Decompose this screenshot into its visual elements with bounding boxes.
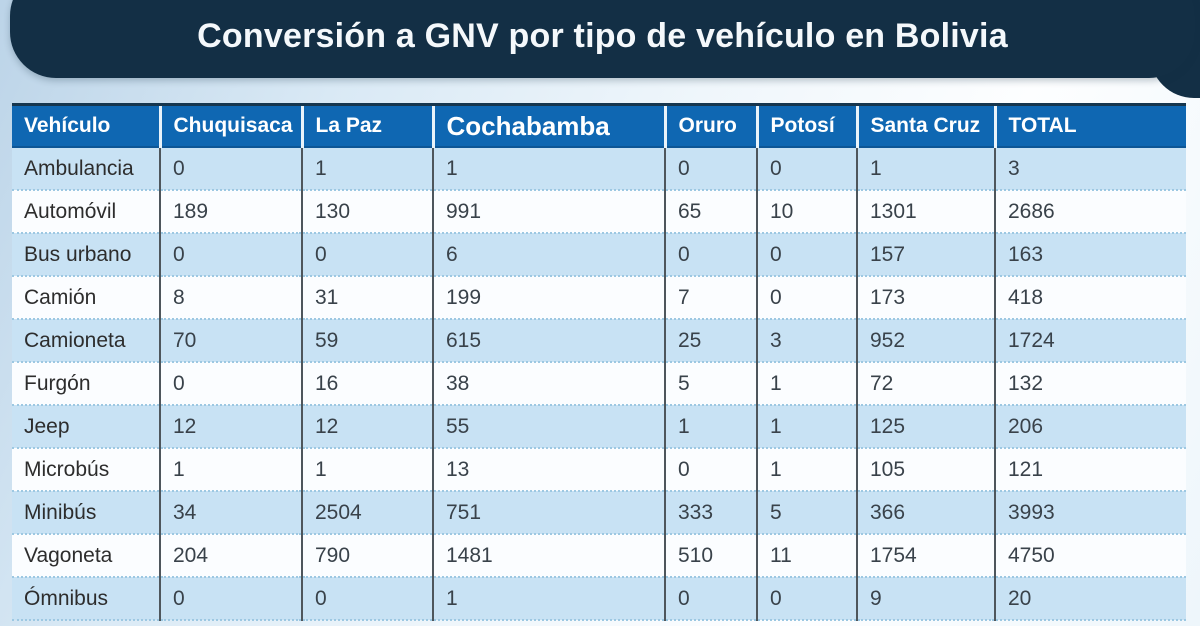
gnv-conversion-table: [12, 106, 1186, 621]
value-cell: 0: [665, 448, 757, 491]
table-header: [12, 106, 1186, 147]
value-cell: 11: [757, 534, 857, 577]
value-cell: 366: [857, 491, 995, 534]
value-cell: 0: [757, 577, 857, 620]
value-cell: 1754: [857, 534, 995, 577]
value-cell: 16: [302, 362, 433, 405]
table-row: [12, 190, 1186, 233]
vehicle-cell: Microbús: [12, 448, 160, 491]
table-row: [12, 577, 1186, 620]
vehicle-cell: Bus urbano: [12, 233, 160, 276]
column-header-vehiculo: Vehículo: [12, 106, 160, 147]
value-cell: 1: [433, 577, 665, 620]
value-cell: 4750: [995, 534, 1186, 577]
value-cell: 418: [995, 276, 1186, 319]
value-cell: 1: [857, 147, 995, 190]
vehicle-cell: Camión: [12, 276, 160, 319]
table-body: [12, 147, 1186, 620]
table-header-row: [12, 106, 1186, 147]
column-header-total: TOTAL: [995, 106, 1186, 147]
value-cell: 3: [995, 147, 1186, 190]
value-cell: 0: [160, 362, 302, 405]
table-row: [12, 276, 1186, 319]
value-cell: 173: [857, 276, 995, 319]
value-cell: 59: [302, 319, 433, 362]
column-header-santa-cruz: Santa Cruz: [857, 106, 995, 147]
table-row: [12, 448, 1186, 491]
value-cell: 34: [160, 491, 302, 534]
value-cell: 31: [302, 276, 433, 319]
value-cell: 0: [160, 147, 302, 190]
column-header-chuquisaca: Chuquisaca: [160, 106, 302, 147]
value-cell: 2504: [302, 491, 433, 534]
value-cell: 105: [857, 448, 995, 491]
value-cell: 10: [757, 190, 857, 233]
value-cell: 1: [433, 147, 665, 190]
value-cell: 0: [665, 233, 757, 276]
value-cell: 1: [757, 448, 857, 491]
value-cell: 189: [160, 190, 302, 233]
value-cell: 25: [665, 319, 757, 362]
value-cell: 1: [302, 448, 433, 491]
vehicle-cell: Automóvil: [12, 190, 160, 233]
vehicle-cell: Furgón: [12, 362, 160, 405]
value-cell: 0: [757, 147, 857, 190]
value-cell: 5: [665, 362, 757, 405]
value-cell: 20: [995, 577, 1186, 620]
vehicle-cell: Ómnibus: [12, 577, 160, 620]
value-cell: 206: [995, 405, 1186, 448]
value-cell: 510: [665, 534, 757, 577]
value-cell: 952: [857, 319, 995, 362]
value-cell: 0: [160, 577, 302, 620]
value-cell: 1724: [995, 319, 1186, 362]
vehicle-cell: Vagoneta: [12, 534, 160, 577]
vehicle-cell: Camioneta: [12, 319, 160, 362]
value-cell: 0: [665, 577, 757, 620]
value-cell: 125: [857, 405, 995, 448]
table-row: [12, 362, 1186, 405]
value-cell: 70: [160, 319, 302, 362]
vehicle-cell: Minibús: [12, 491, 160, 534]
value-cell: 1: [302, 147, 433, 190]
table-row: [12, 233, 1186, 276]
vehicle-cell: Jeep: [12, 405, 160, 448]
value-cell: 204: [160, 534, 302, 577]
value-cell: 13: [433, 448, 665, 491]
title-bar: [10, 0, 1195, 78]
vehicle-cell: Ambulancia: [12, 147, 160, 190]
value-cell: 12: [302, 405, 433, 448]
value-cell: 65: [665, 190, 757, 233]
column-header-cochabamba: Cochabamba: [433, 106, 665, 147]
column-header-la-paz: La Paz: [302, 106, 433, 147]
table-row: [12, 405, 1186, 448]
value-cell: 0: [665, 147, 757, 190]
column-header-potosi: Potosí: [757, 106, 857, 147]
table-row: [12, 534, 1186, 577]
value-cell: 121: [995, 448, 1186, 491]
value-cell: 7: [665, 276, 757, 319]
value-cell: 333: [665, 491, 757, 534]
value-cell: 55: [433, 405, 665, 448]
value-cell: 790: [302, 534, 433, 577]
value-cell: 9: [857, 577, 995, 620]
value-cell: 163: [995, 233, 1186, 276]
value-cell: 5: [757, 491, 857, 534]
value-cell: 0: [160, 233, 302, 276]
value-cell: 1: [757, 362, 857, 405]
table-row: [12, 147, 1186, 190]
value-cell: 157: [857, 233, 995, 276]
value-cell: 1481: [433, 534, 665, 577]
value-cell: 8: [160, 276, 302, 319]
value-cell: 751: [433, 491, 665, 534]
table-row: [12, 491, 1186, 534]
value-cell: 38: [433, 362, 665, 405]
value-cell: 1: [757, 405, 857, 448]
value-cell: 72: [857, 362, 995, 405]
value-cell: 132: [995, 362, 1186, 405]
value-cell: 1: [160, 448, 302, 491]
value-cell: 2686: [995, 190, 1186, 233]
value-cell: 199: [433, 276, 665, 319]
value-cell: 3993: [995, 491, 1186, 534]
value-cell: 0: [757, 233, 857, 276]
value-cell: 130: [302, 190, 433, 233]
value-cell: 0: [757, 276, 857, 319]
value-cell: 991: [433, 190, 665, 233]
value-cell: 1301: [857, 190, 995, 233]
table-container: [12, 103, 1186, 621]
table-row: [12, 319, 1186, 362]
value-cell: 1: [665, 405, 757, 448]
value-cell: 12: [160, 405, 302, 448]
value-cell: 6: [433, 233, 665, 276]
value-cell: 3: [757, 319, 857, 362]
column-header-oruro: Oruro: [665, 106, 757, 147]
value-cell: 0: [302, 577, 433, 620]
page-title: Conversión a GNV por tipo de vehículo en Bolivia: [197, 17, 1008, 55]
value-cell: 0: [302, 233, 433, 276]
value-cell: 615: [433, 319, 665, 362]
